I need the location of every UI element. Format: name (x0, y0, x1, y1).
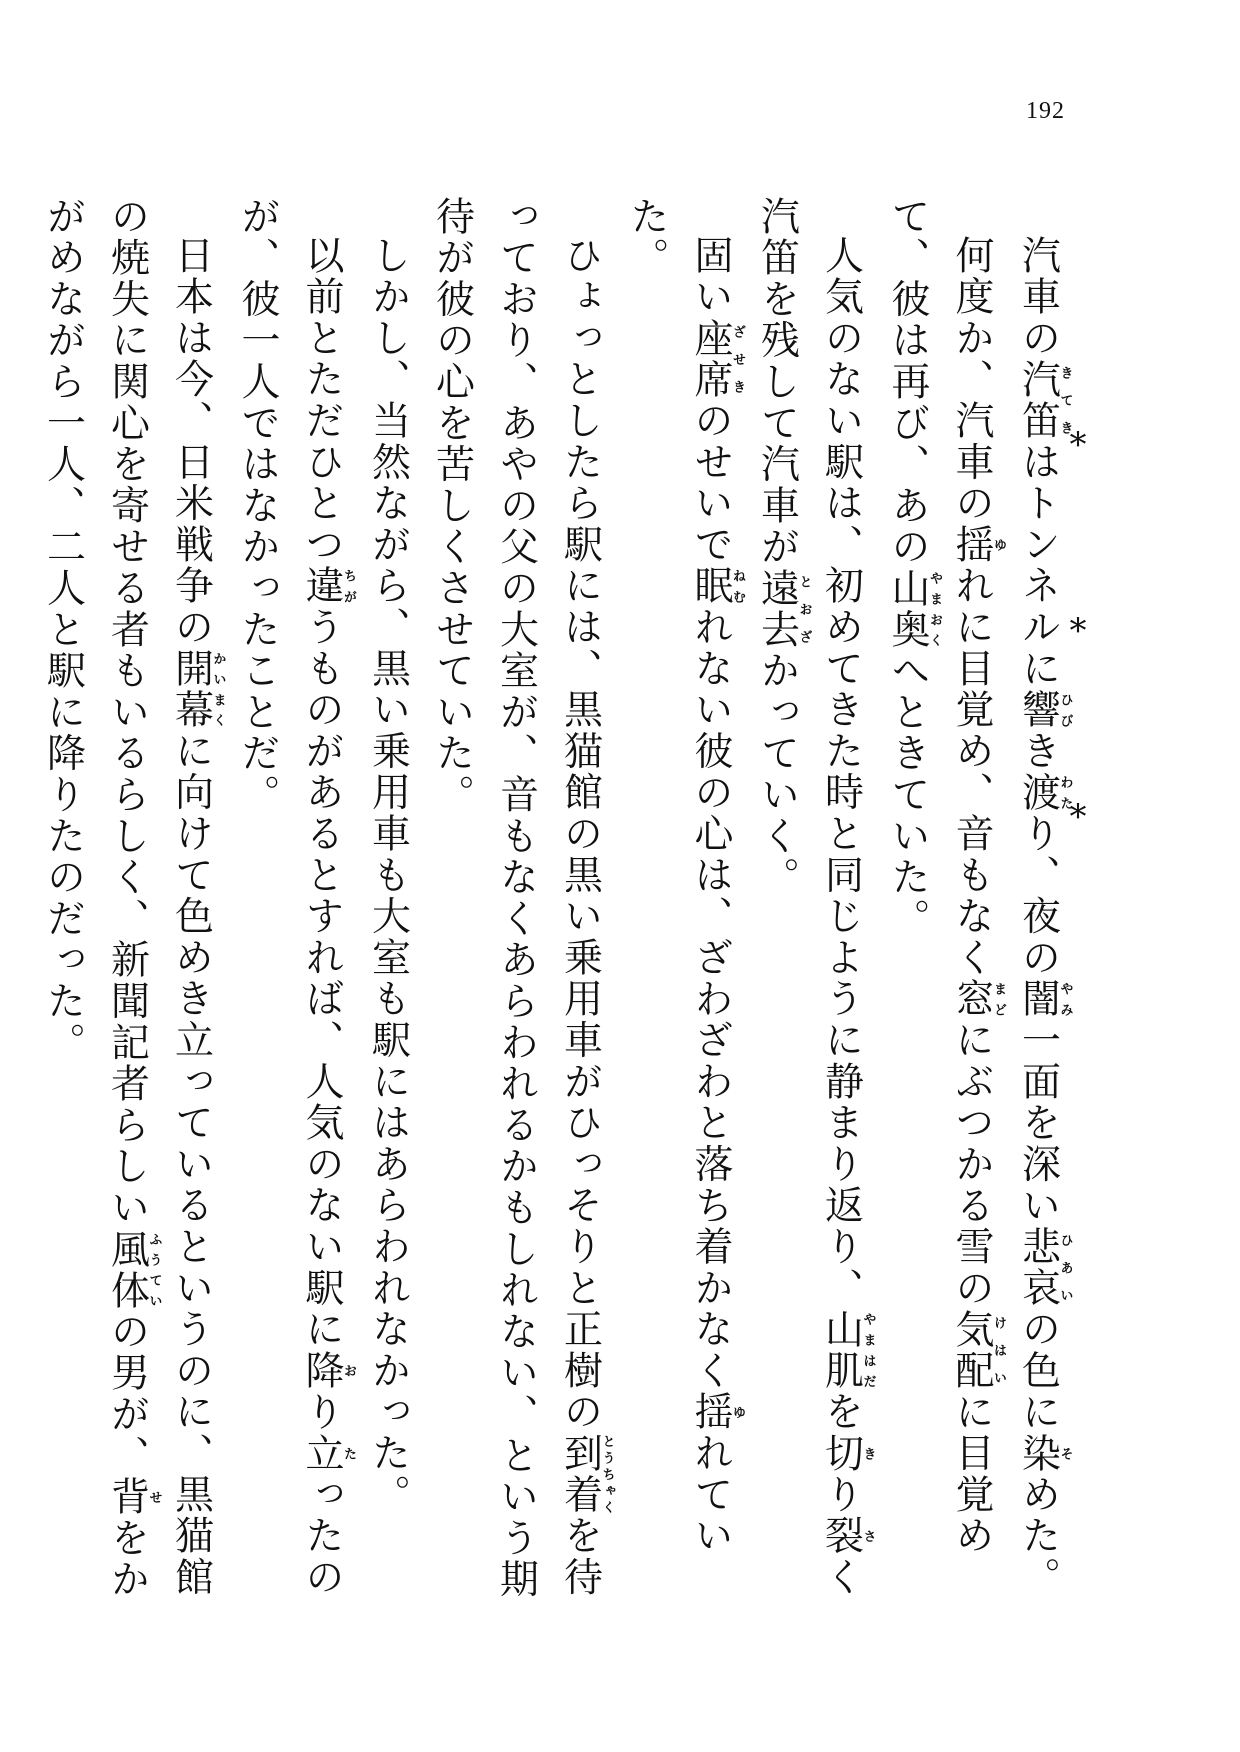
text-run: 固い (688, 235, 733, 318)
ruby-word (104, 1228, 162, 1312)
ruby-word (299, 1350, 356, 1392)
text-run: しかし、当然ながら、黒い乗用車も大室も駅にはあらわれなかった。 (365, 235, 411, 1516)
ruby-base: 山肌 (818, 1308, 864, 1392)
paragraph (420, 196, 615, 1626)
ruby-word (885, 567, 942, 651)
text-run: ひょっとしたら駅には、黒猫館の黒い乗用車がひっそりと正樹の (557, 235, 603, 1433)
paragraph (745, 196, 876, 1626)
ruby-word (949, 524, 1006, 566)
text-run: の色に (1015, 1308, 1061, 1433)
ruby-word (1015, 689, 1073, 731)
text-run: 日本は今、日米戦争の (168, 235, 214, 648)
furigana: ふうてい (146, 1228, 162, 1312)
ruby-base: 到着 (557, 1432, 603, 1516)
furigana: さ (860, 1515, 876, 1557)
ruby-base: 開幕 (168, 648, 214, 731)
furigana: ひあい (1057, 1226, 1073, 1309)
text-run: にぶつかる雪の (949, 1019, 994, 1309)
text-run: うものがあるとすれば、人気のない駅に (299, 606, 344, 1351)
text-run: の男が、 (104, 1311, 150, 1477)
ruby-word (818, 1515, 876, 1557)
ruby-word (1015, 358, 1073, 442)
text-run: れに目覚め、音もなく (949, 565, 994, 979)
furigana: お (341, 1350, 356, 1392)
ruby-base: 悲哀 (1015, 1226, 1061, 1309)
ruby-base: 気配 (949, 1308, 994, 1392)
ruby-base: 渡 (1015, 771, 1061, 814)
vertical-body-text (31, 196, 1073, 1626)
furigana: ゆ (991, 524, 1006, 566)
ruby-word (949, 978, 1006, 1020)
scene-break-asterisk: * (1069, 611, 1087, 651)
furigana: き (860, 1432, 876, 1475)
ruby-base: 座席 (688, 317, 733, 401)
furigana: やまはだ (860, 1308, 876, 1392)
paragraph (356, 196, 420, 1626)
paragraph (31, 196, 226, 1626)
ruby-base: 闇 (1015, 978, 1061, 1020)
ruby-word (1015, 1226, 1073, 1309)
text-run: のせいで (688, 400, 733, 566)
furigana: ちが (341, 565, 356, 607)
ruby-word (168, 648, 226, 731)
ruby-base: 切 (818, 1432, 864, 1475)
text-run: り (299, 1391, 344, 1433)
text-run: れない彼の心は、ざわざわと落ち着かなく (688, 606, 733, 1392)
paragraph (875, 196, 1006, 1626)
furigana: た (341, 1432, 356, 1475)
furigana: せ (146, 1476, 162, 1518)
ruby-word (818, 1432, 876, 1475)
ruby-base: 裂 (818, 1515, 864, 1557)
ruby-word (688, 565, 745, 607)
ruby-base: 汽笛 (1015, 358, 1061, 442)
furigana: ゆ (730, 1391, 745, 1433)
ruby-base: 染 (1015, 1432, 1061, 1475)
text-run: き (1015, 730, 1061, 772)
furigana: ざせき (730, 317, 745, 401)
ruby-base: 風体 (104, 1228, 150, 1312)
ruby-base: 降 (299, 1350, 344, 1392)
furigana: かいまく (210, 648, 226, 731)
furigana: とうちゃく (599, 1432, 615, 1516)
furigana: とおざ (796, 567, 812, 651)
furigana: わた (1057, 771, 1073, 814)
text-run: へときていた。 (885, 650, 930, 940)
ruby-word (299, 1432, 356, 1475)
paragraph (225, 196, 356, 1626)
text-run: 汽車の (1015, 235, 1061, 359)
text-run: く汽笛を残して汽車が (754, 196, 864, 1598)
text-run: めた。 (1015, 1474, 1061, 1599)
ruby-word (104, 1476, 162, 1518)
ruby-word (299, 565, 356, 607)
scene-break-asterisk: * (1069, 797, 1087, 837)
ruby-word (557, 1432, 615, 1516)
ruby-base: 眠 (688, 565, 733, 607)
ruby-base: 遠去 (754, 567, 800, 651)
text-run: 人気のない駅は、初めてきた時と同じように静まり返り、 (818, 235, 864, 1309)
scene-break-asterisk: * (1069, 425, 1087, 465)
text-run: を待っており、あやの父の大室が、音もなくあらわれるかもしれない、という期待が彼の心を苦しくさせていた。 (429, 196, 603, 1601)
ruby-base: 背 (104, 1476, 150, 1518)
ruby-base: 窓 (949, 978, 994, 1020)
ruby-word (1015, 771, 1073, 814)
ruby-base: 揺 (949, 524, 994, 566)
ruby-base: 響 (1015, 689, 1061, 731)
furigana: そ (1057, 1432, 1073, 1475)
furigana: ひび (1057, 689, 1073, 731)
furigana: ねむ (730, 565, 745, 607)
ruby-word (688, 317, 745, 401)
text-run: 何度か、汽車の (949, 235, 994, 525)
text-run: を (818, 1391, 864, 1433)
ruby-word (1015, 978, 1073, 1020)
ruby-word (949, 1308, 1006, 1392)
text-run: をかがめながら一人、二人と駅に降りたのだった。 (40, 196, 150, 1601)
page-number: 192 (1026, 98, 1065, 124)
text-run: り、夜の (1015, 813, 1061, 979)
ruby-base: 揺 (688, 1391, 733, 1433)
ruby-word (754, 567, 812, 651)
furigana: きてき (1057, 358, 1073, 442)
text-run: かっていく。 (754, 650, 800, 899)
text-run: れていた。 (624, 196, 733, 1557)
furigana: けはい (991, 1308, 1006, 1392)
text-run: はトンネルに (1015, 441, 1061, 690)
ruby-base: 立 (299, 1432, 344, 1475)
paragraph (614, 196, 745, 1626)
ruby-word (1015, 1432, 1073, 1475)
furigana: やみ (1057, 978, 1073, 1020)
text-run: 以前とただひとつ (299, 235, 344, 566)
ruby-base: 山奥 (885, 567, 930, 651)
furigana: まど (991, 978, 1006, 1020)
ruby-base: 違 (299, 565, 344, 607)
furigana: やまおく (927, 567, 942, 651)
text-run: に向けて色めき立っているというのに、黒猫館の焼失に関心を寄せる者もいるらしく、新聞記者らしい (104, 196, 214, 1598)
paragraph (1006, 196, 1073, 1626)
text-run: ったのが、彼一人ではなかったことだ。 (235, 196, 344, 1598)
ruby-word (688, 1391, 745, 1433)
text-run: 一面を深い (1015, 1019, 1061, 1227)
text-run: り (818, 1474, 864, 1516)
text-run: に目覚めて、彼は再び、あの (885, 196, 994, 1557)
ruby-word (818, 1308, 876, 1392)
